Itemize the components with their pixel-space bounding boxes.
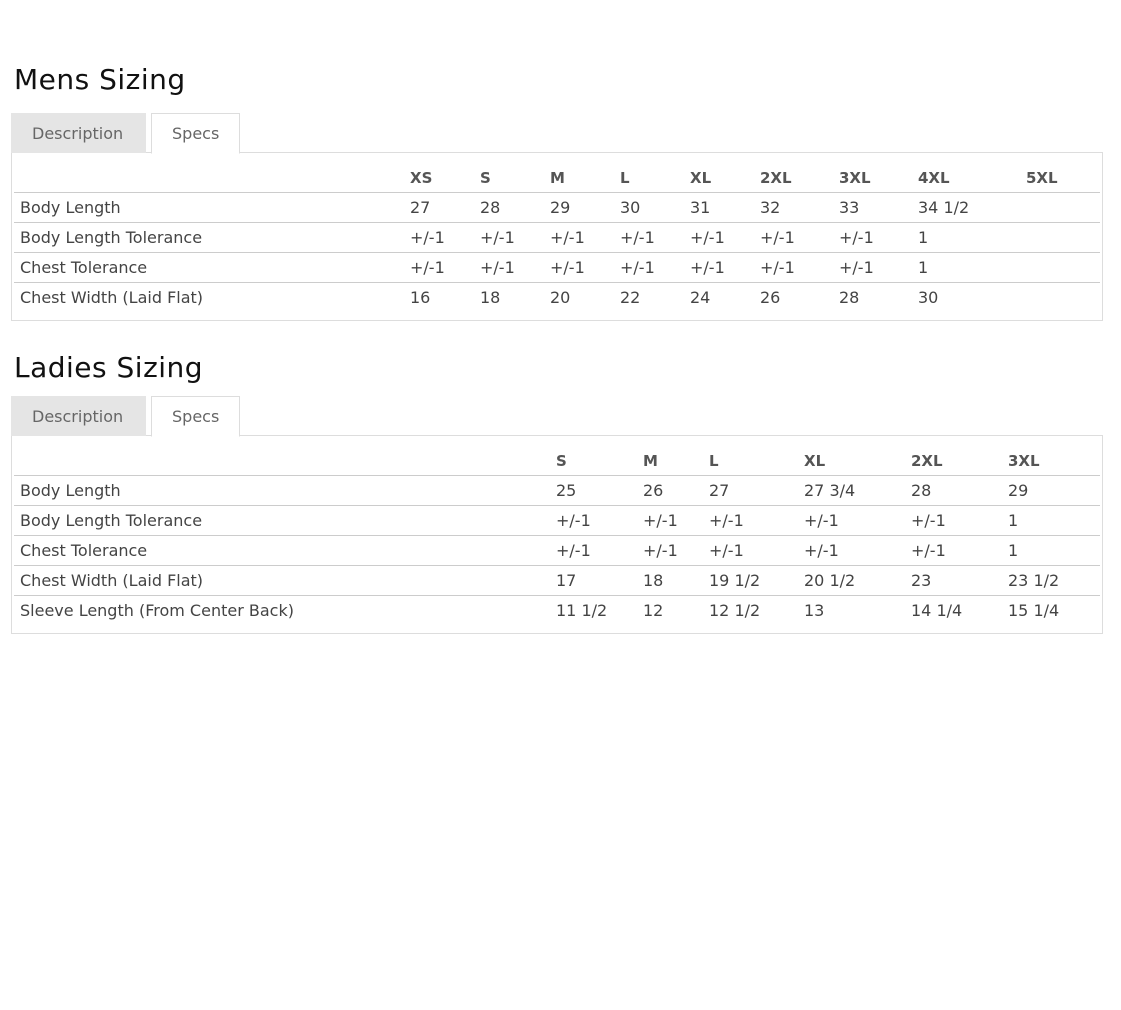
- table-cell: +/-1: [703, 506, 798, 536]
- table-cell: 23: [905, 566, 1002, 596]
- table-cell: +/-1: [544, 253, 614, 283]
- table-cell: 16: [404, 283, 474, 313]
- table-cell: +/-1: [754, 253, 833, 283]
- table-cell: 30: [614, 193, 684, 223]
- row-label: Chest Width (Laid Flat): [14, 566, 550, 596]
- ladies-tab-description[interactable]: Description: [11, 396, 146, 436]
- table-cell: 13: [798, 596, 905, 626]
- table-row: [14, 193, 1100, 223]
- mens-header-row: [14, 157, 1100, 193]
- table-cell: +/-1: [833, 253, 912, 283]
- ladies-header-cell: L: [709, 451, 719, 470]
- table-cell: +/-1: [637, 536, 703, 566]
- table-cell: 29: [1002, 476, 1100, 506]
- table-cell: 27 3/4: [798, 476, 905, 506]
- table-cell: 1: [1002, 536, 1100, 566]
- ladies-header-cell: [14, 440, 550, 476]
- table-cell: 27: [404, 193, 474, 223]
- mens-sizing-section: [11, 58, 1103, 321]
- table-cell: +/-1: [544, 223, 614, 253]
- table-cell: 28: [474, 193, 544, 223]
- table-cell: +/-1: [833, 223, 912, 253]
- table-row: [14, 283, 1100, 313]
- ladies-tabs: [11, 396, 1103, 436]
- table-cell: +/-1: [614, 223, 684, 253]
- mens-header-cell: 2XL: [760, 168, 792, 187]
- table-cell: 31: [684, 193, 754, 223]
- table-cell: 1: [912, 223, 1020, 253]
- table-row: [14, 596, 1100, 626]
- table-cell: +/-1: [703, 536, 798, 566]
- table-cell: +/-1: [637, 506, 703, 536]
- table-cell: +/-1: [474, 223, 544, 253]
- mens-header-cell: [14, 157, 404, 193]
- table-cell: 20: [544, 283, 614, 313]
- table-cell: 18: [637, 566, 703, 596]
- table-cell: +/-1: [798, 536, 905, 566]
- mens-tab-specs[interactable]: Specs: [151, 113, 240, 154]
- table-cell: 11 1/2: [550, 596, 637, 626]
- row-label: Body Length: [14, 193, 404, 223]
- table-cell: +/-1: [404, 223, 474, 253]
- mens-tab-description[interactable]: Description: [11, 113, 146, 153]
- table-cell: 17: [550, 566, 637, 596]
- mens-header-cell: M: [550, 168, 565, 187]
- ladies-header-row: [14, 440, 1100, 476]
- table-cell: 30: [912, 283, 1020, 313]
- row-label: Chest Width (Laid Flat): [14, 283, 404, 313]
- table-cell: +/-1: [474, 253, 544, 283]
- table-cell: [1020, 193, 1100, 223]
- table-cell: +/-1: [905, 536, 1002, 566]
- mens-tabs: [11, 113, 1103, 153]
- table-cell: 12: [637, 596, 703, 626]
- mens-header-cell: 4XL: [918, 168, 950, 187]
- ladies-header-cell: 2XL: [911, 451, 943, 470]
- row-label: Body Length Tolerance: [14, 506, 550, 536]
- ladies-specs-table: [14, 440, 1100, 625]
- table-cell: 15 1/4: [1002, 596, 1100, 626]
- table-cell: +/-1: [798, 506, 905, 536]
- table-row: [14, 253, 1100, 283]
- table-row: [14, 566, 1100, 596]
- table-cell: 28: [905, 476, 1002, 506]
- table-cell: 19 1/2: [703, 566, 798, 596]
- row-label: Body Length Tolerance: [14, 223, 404, 253]
- ladies-sizing-section: [11, 346, 1103, 634]
- mens-sizing-title: Mens Sizing: [14, 63, 186, 96]
- table-cell: 25: [550, 476, 637, 506]
- table-cell: 28: [833, 283, 912, 313]
- row-label: Sleeve Length (From Center Back): [14, 596, 550, 626]
- table-cell: 22: [614, 283, 684, 313]
- mens-header-cell: XS: [410, 168, 433, 187]
- ladies-header-cell: XL: [804, 451, 826, 470]
- table-cell: 26: [637, 476, 703, 506]
- table-cell: 14 1/4: [905, 596, 1002, 626]
- row-label: Chest Tolerance: [14, 536, 550, 566]
- mens-header-cell: XL: [690, 168, 712, 187]
- table-row: [14, 536, 1100, 566]
- mens-header-cell: 3XL: [839, 168, 871, 187]
- table-cell: 1: [912, 253, 1020, 283]
- table-row: [14, 223, 1100, 253]
- table-cell: 23 1/2: [1002, 566, 1100, 596]
- table-cell: 29: [544, 193, 614, 223]
- mens-header-cell: L: [620, 168, 630, 187]
- ladies-header-cell: M: [643, 451, 658, 470]
- ladies-specs-panel: [11, 435, 1103, 634]
- mens-specs-panel: [11, 152, 1103, 321]
- table-row: [14, 506, 1100, 536]
- table-cell: 27: [703, 476, 798, 506]
- table-cell: 26: [754, 283, 833, 313]
- table-cell: 18: [474, 283, 544, 313]
- table-cell: +/-1: [684, 253, 754, 283]
- table-cell: [1020, 253, 1100, 283]
- mens-header-cell: S: [480, 168, 491, 187]
- table-cell: 12 1/2: [703, 596, 798, 626]
- table-cell: 24: [684, 283, 754, 313]
- table-row: [14, 476, 1100, 506]
- table-cell: 1: [1002, 506, 1100, 536]
- table-cell: +/-1: [754, 223, 833, 253]
- ladies-sizing-title: Ladies Sizing: [14, 351, 204, 384]
- mens-specs-table: [14, 157, 1100, 312]
- table-cell: +/-1: [905, 506, 1002, 536]
- ladies-header-cell: S: [556, 451, 567, 470]
- mens-header-cell: 5XL: [1026, 168, 1058, 187]
- table-cell: 34 1/2: [912, 193, 1020, 223]
- table-cell: 33: [833, 193, 912, 223]
- table-cell: +/-1: [550, 536, 637, 566]
- row-label: Chest Tolerance: [14, 253, 404, 283]
- table-cell: +/-1: [550, 506, 637, 536]
- table-cell: [1020, 223, 1100, 253]
- table-cell: 20 1/2: [798, 566, 905, 596]
- table-cell: [1020, 283, 1100, 313]
- table-cell: +/-1: [614, 253, 684, 283]
- ladies-header-cell: 3XL: [1008, 451, 1040, 470]
- row-label: Body Length: [14, 476, 550, 506]
- table-cell: 32: [754, 193, 833, 223]
- ladies-tab-specs[interactable]: Specs: [151, 396, 240, 437]
- table-cell: +/-1: [684, 223, 754, 253]
- table-cell: +/-1: [404, 253, 474, 283]
